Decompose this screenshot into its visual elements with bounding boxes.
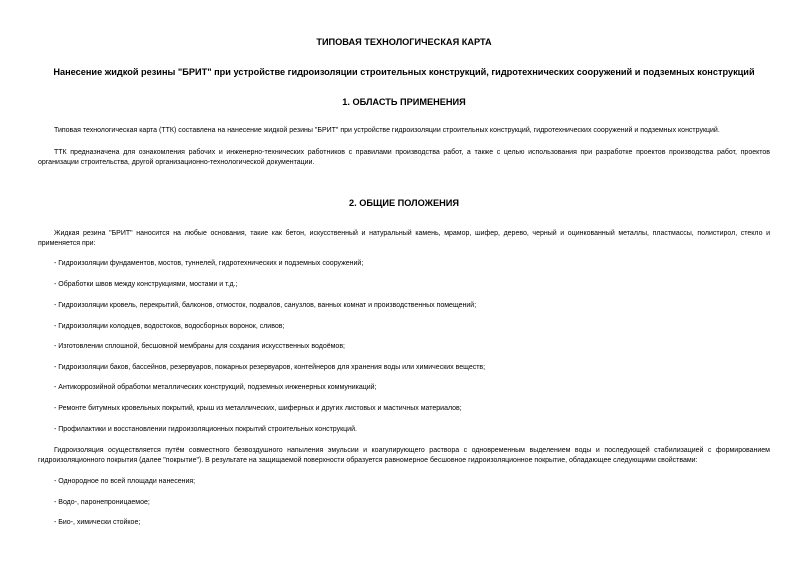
paragraph: ТТК предназначена для ознакомления рабочих и инженерно-технических работников с правилами производства работ, а также с целью использования при разработке проектов производства работ, проектов организации строительства, другой организационно-технологической документации. xyxy=(38,149,770,166)
list-item: - Гидроизоляции колодцев, водостоков, водосборных воронок, сливов; xyxy=(54,323,285,330)
list-item: - Гидроизоляции кровель, перекрытий, балконов, отмосток, подвалов, санузлов, ванных комнат и производственных помещений; xyxy=(54,302,477,309)
paragraph: Гидроизоляция осуществляется путём совместного безвоздушного напыления эмульсии и коагулирующего раствора с одновременным выделением воды и последующей стабилизацией с формированием гидроизоляционного покрытия (далее "покрытие"). В результате на защищаемой поверхности образуется равномерное бесшовное гидроизоляционное покрытие, обладающее следующими свойствами: xyxy=(38,447,770,464)
paragraph: Жидкая резина "БРИТ" наносится на любые основания, такие как бетон, искусственный и натуральный камень, мрамор, шифер, дерево, черный и оцинкованный металлы, пластмассы, полистирол, стекло и применяется при: xyxy=(38,230,770,247)
list-item: - Био-, химически стойкое; xyxy=(54,519,141,526)
list-item: - Ремонте битумных кровельных покрытий, крыш из металлических, шиферных и других листовых и мастичных материалов; xyxy=(54,405,462,412)
list-item: - Обработки швов между конструкциями, мостами и т.д.; xyxy=(54,281,238,288)
list-item: - Водо-, паронепроницаемое; xyxy=(54,499,150,506)
list-item: - Гидроизоляции баков, бассейнов, резервуаров, пожарных резервуаров, контейнеров для хранения воды или химических веществ; xyxy=(54,364,486,371)
document-title: ТИПОВАЯ ТЕХНОЛОГИЧЕСКАЯ КАРТА xyxy=(316,37,492,47)
list-item: - Изготовлении сплошной, бесшовной мембраны для создания искусственных водоёмов; xyxy=(54,343,345,350)
document-subtitle: Нанесение жидкой резины "БРИТ" при устройстве гидроизоляции строительных конструкций, гидротехнических сооружений и подземных конструкций xyxy=(53,67,755,77)
section-heading-general: 2. ОБЩИЕ ПОЛОЖЕНИЯ xyxy=(349,198,459,208)
paragraph: Типовая технологическая карта (ТТК) составлена на нанесение жидкой резины "БРИТ" при устройстве гидроизоляции строительных конструкций, гидротехнических сооружений и подземных конструкций. xyxy=(54,127,720,134)
list-item: - Антикоррозийной обработки металлических конструкций, подземных инженерных коммуникаций; xyxy=(54,384,377,391)
list-item: - Профилактики и восстановлении гидроизоляционных покрытий строительных конструкций. xyxy=(54,426,357,433)
section-heading-scope: 1. ОБЛАСТЬ ПРИМЕНЕНИЯ xyxy=(342,97,466,107)
list-item: - Однородное по всей площади нанесения; xyxy=(54,478,196,485)
list-item: - Гидроизоляции фундаментов, мостов, туннелей, гидротехнических и подземных сооружений; xyxy=(54,260,364,267)
